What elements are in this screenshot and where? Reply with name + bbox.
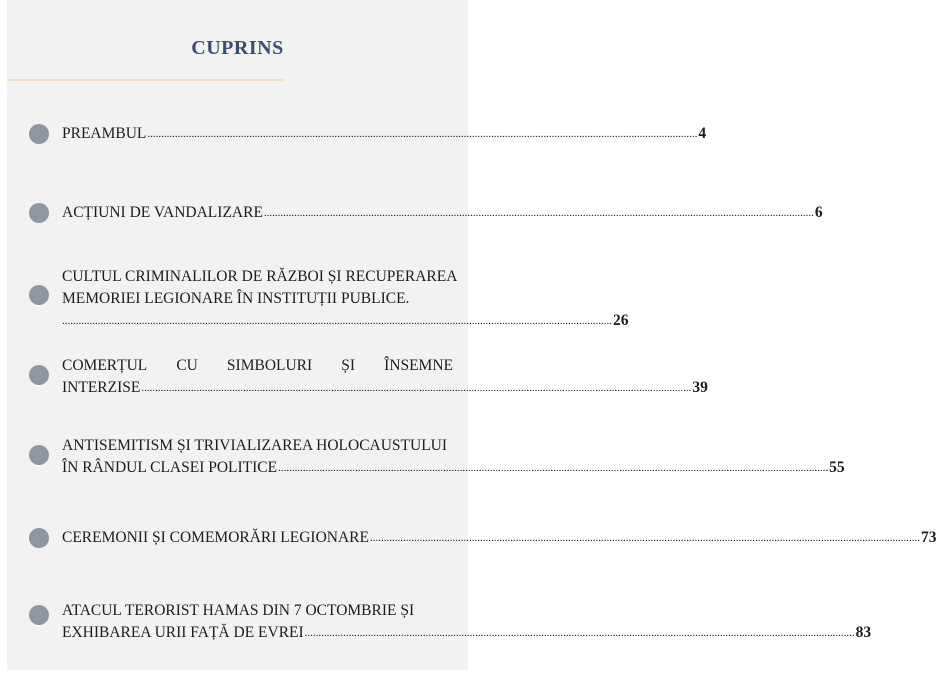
entry-title-line-2: ÎN RÂNDUL CLASEI POLITICE	[62, 459, 278, 476]
leader-dots: ........................................................................................................................................................................................................	[141, 382, 692, 394]
leader-dots: ........................................................................................................................................................................................................	[304, 627, 855, 639]
entry-title-line-1	[62, 355, 453, 377]
entry-title-line-2: EXHIBAREA URII FAȚĂ DE EVREI	[62, 624, 304, 641]
bullet-icon	[29, 605, 49, 625]
page-number: 6	[814, 204, 823, 221]
leader-dots: ........................................................................................................................................................................................................	[278, 462, 829, 474]
toc-page	[7, 0, 936, 670]
page-number: 26	[613, 312, 629, 329]
entry-title-line-1: ATACUL TERORIST HAMAS DIN 7 OCTOMBRIE ȘI	[62, 602, 415, 619]
entry-word: ÎNSEMNE	[384, 357, 453, 374]
entry-title: CEREMONII ȘI COMEMORĂRI LEGIONARE	[62, 529, 369, 546]
bullet-icon	[29, 445, 49, 465]
bullet-icon	[29, 285, 49, 305]
entry-title-line-2: MEMORIEI LEGIONARE ÎN INSTITUȚII PUBLICE.	[62, 290, 410, 307]
entry-title: ACȚIUNI DE VANDALIZARE	[62, 204, 263, 221]
bullet-icon	[29, 124, 49, 144]
page-number: 55	[829, 459, 845, 476]
entry-word: COMERȚUL	[62, 357, 148, 374]
leader-dots: ........................................................................................................................................................................................................	[369, 532, 920, 544]
entry-word: CU	[176, 357, 198, 374]
bullet-icon	[29, 365, 49, 385]
entry-title-line-1: ANTISEMITISM ȘI TRIVIALIZAREA HOLOCAUSTULUI	[62, 437, 448, 454]
entry-title-line-1: CULTUL CRIMINALILOR DE RĂZBOI ȘI RECUPERAREA	[62, 268, 458, 285]
title-underline	[7, 79, 283, 81]
page-number: 39	[692, 379, 708, 396]
page-number: 73	[920, 529, 936, 546]
page-number: 4	[698, 125, 707, 142]
entry-title-line-2: INTERZISE	[62, 379, 141, 396]
entry-title: PREAMBUL	[62, 125, 147, 142]
entry-word: SIMBOLURI	[226, 357, 313, 374]
bullet-icon	[29, 203, 49, 223]
entry-word: ȘI	[341, 357, 356, 374]
bullet-icon	[29, 528, 49, 548]
page-number: 83	[855, 624, 872, 641]
leader-dots: ........................................................................................................................................................................................................	[147, 128, 698, 140]
leader-dots: ........................................................................................................................................................................................................	[62, 315, 612, 327]
page-title: CUPRINS	[191, 37, 284, 59]
leader-dots: ........................................................................................................................................................................................................	[263, 207, 814, 219]
